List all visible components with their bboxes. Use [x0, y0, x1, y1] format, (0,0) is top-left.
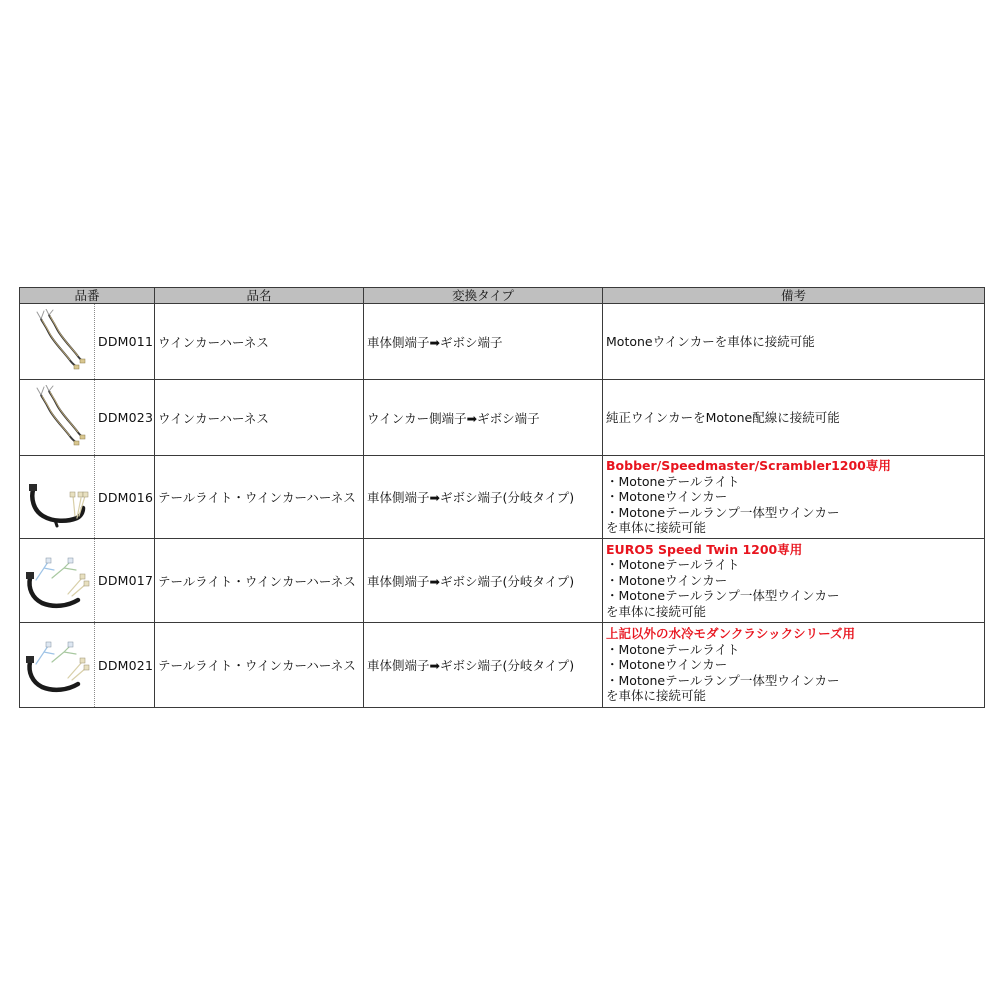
remarks-cell [603, 456, 985, 539]
header-part-no: 品番 [20, 288, 155, 304]
product-name: ウインカーハーネス [155, 380, 364, 456]
header-product-name: 品名 [155, 288, 364, 304]
remark-line: を車体に接続可能 [606, 520, 707, 536]
remark-line: を車体に接続可能 [606, 603, 707, 619]
remark-model-heading: Bobber/Speedmaster/Scrambler1200専用 [606, 458, 891, 474]
conversion-type: 車体側端子➡ギボシ端子(分岐タイプ) [364, 539, 603, 623]
remark-line: を車体に接続可能 [606, 688, 707, 704]
remark-line: ・Motoneウインカー [606, 657, 728, 673]
product-image-cell [20, 539, 95, 623]
header-conversion-type: 変換タイプ [364, 288, 603, 304]
product-name: テールライト・ウインカーハーネス [155, 456, 364, 539]
table-row [20, 380, 985, 456]
product-table [19, 287, 985, 708]
remarks-cell [603, 380, 985, 456]
product-image-cell [20, 623, 95, 708]
remark-line: ・Motoneテールランプ一体型ウインカー [606, 504, 840, 520]
twin-wire-harness-icon [27, 309, 87, 375]
table-row [20, 539, 985, 623]
product-image-cell [20, 380, 95, 456]
header-row [20, 288, 985, 304]
table-row [20, 304, 985, 380]
remark-line: ・Motoneテールライト [606, 473, 740, 489]
part-code: DDM016 [95, 456, 155, 539]
table-row [20, 623, 985, 708]
conversion-type: ウインカー側端子➡ギボシ端子 [364, 380, 603, 456]
twin-wire-harness-icon [27, 385, 87, 451]
remarks-cell [603, 539, 985, 623]
conversion-type: 車体側端子➡ギボシ端子 [364, 304, 603, 380]
remark-line: ・Motoneウインカー [606, 572, 728, 588]
remarks-cell [603, 304, 985, 380]
remark-line: Motoneウインカーを車体に接続可能 [606, 333, 815, 349]
product-image-cell [20, 304, 95, 380]
remark-line: ・Motoneテールライト [606, 641, 740, 657]
part-code: DDM021 [95, 623, 155, 708]
remark-line: ・Motoneテールランプ一体型ウインカー [606, 588, 840, 604]
header-remarks: 備考 [603, 288, 985, 304]
part-code: DDM011 [95, 304, 155, 380]
part-code: DDM023 [95, 380, 155, 456]
branch-harness-icon [24, 632, 90, 698]
remark-line: ・Motoneウインカー [606, 489, 728, 505]
conversion-type: 車体側端子➡ギボシ端子(分岐タイプ) [364, 456, 603, 539]
remark-line: ・Motoneテールランプ一体型ウインカー [606, 672, 840, 688]
remark-model-heading: EURO5 Speed Twin 1200専用 [606, 541, 803, 557]
product-name: テールライト・ウインカーハーネス [155, 539, 364, 623]
branch-harness-icon [25, 464, 89, 530]
part-code: DDM017 [95, 539, 155, 623]
conversion-type: 車体側端子➡ギボシ端子(分岐タイプ) [364, 623, 603, 708]
product-name: テールライト・ウインカーハーネス [155, 623, 364, 708]
remark-model-heading: 上記以外の水冷モダンクラシックシリーズ用 [606, 626, 856, 642]
branch-harness-icon [24, 548, 90, 614]
table-row [20, 456, 985, 539]
remark-line: ・Motoneテールライト [606, 557, 740, 573]
remark-line: 純正ウインカーをMotone配線に接続可能 [606, 409, 840, 425]
product-name: ウインカーハーネス [155, 304, 364, 380]
product-image-cell [20, 456, 95, 539]
remarks-cell [603, 623, 985, 708]
